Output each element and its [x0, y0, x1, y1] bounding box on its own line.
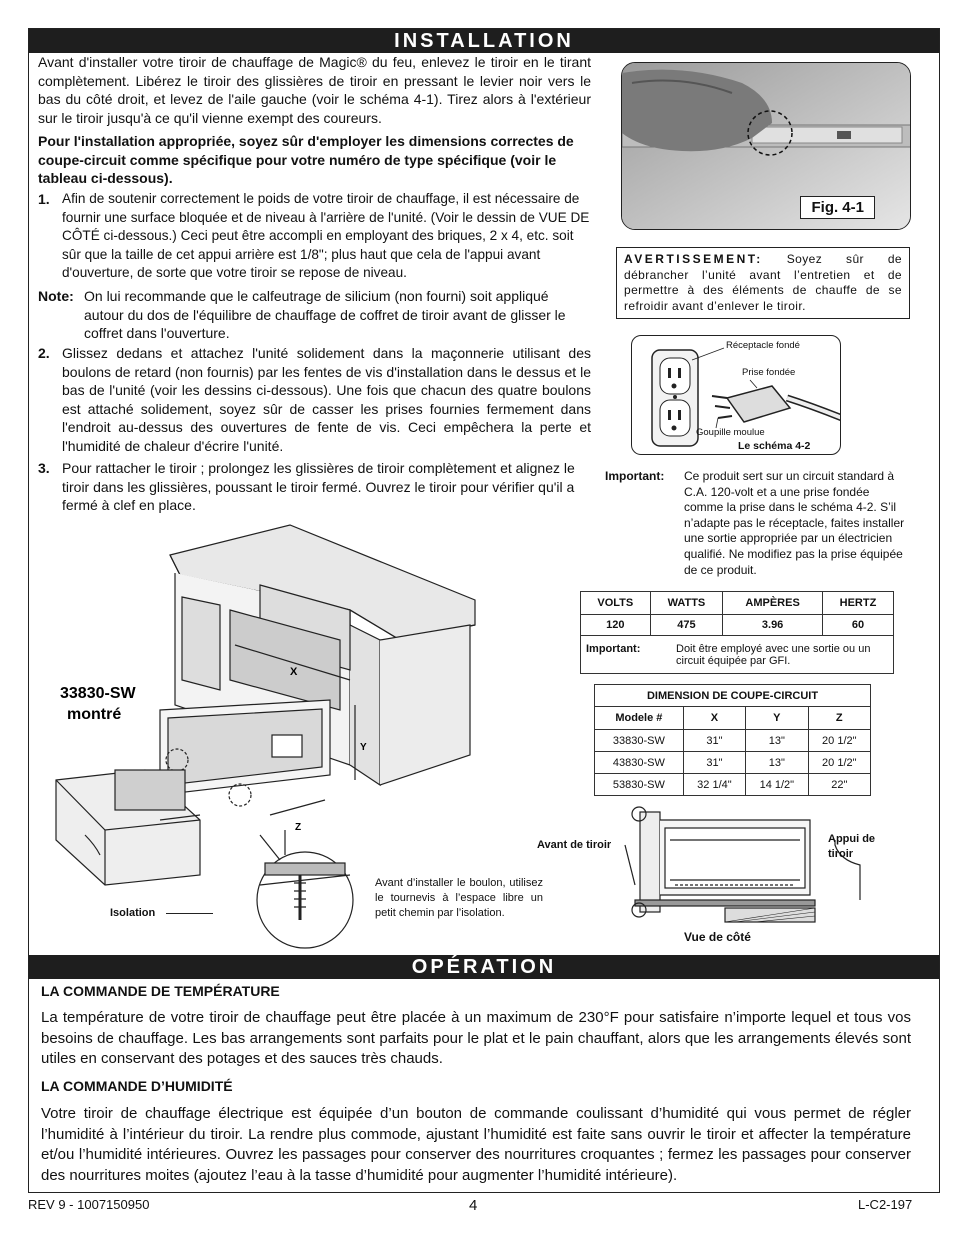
- cutout-cell: 43830-SW: [595, 752, 684, 774]
- fig-4-1-photo: [621, 62, 911, 230]
- cutout-cell: 20 1/2": [808, 730, 870, 752]
- step3-number: 3.: [38, 460, 50, 476]
- step2-number: 2.: [38, 345, 50, 361]
- operation-banner: OPÉRATION: [29, 955, 939, 979]
- step3-text: Pour rattacher le tiroir ; prolongez les glissières de tiroir complètement et alignez le tiroir dans les glissières, poussant le tiroir fermé. Ouvrez le tiroir pour vérifier qu'il a fermé à clef en place.: [62, 460, 575, 513]
- elec-value: 60: [822, 615, 893, 636]
- elec-important-label: Important:: [586, 642, 641, 655]
- elec-value: 120: [581, 615, 651, 636]
- plug-diagram: [631, 335, 841, 455]
- dim-x-label: X: [290, 666, 298, 678]
- model-shown-1: 33830-SW: [60, 685, 136, 702]
- cutout-cell: 33830-SW: [595, 730, 684, 752]
- humidity-text: Votre tiroir de chauffage électrique est équipée d’un bouton de commande coulissant d’humidité qui vous permet de régler l’humidité à l’intérieur du tiroir. La rendre plus commode, ajustant l’humidité est faite sans ouvrir le tiroir et affecter la température et/ou l’humidité intérieures. Ouvrez les passages pour conserver des nourritures croquantes ; fermez les passages pour conserver des nourritures moites (ajoutez l’eau à la tasse d’humidité pour augmenter l’humidité intérieure).: [41, 1105, 911, 1184]
- temperature-text: La température de votre tiroir de chauffage peut être placée à un maximum de 230°F pour satisfaire n’importe lequel et tous vos besoins de chauffage. Les bas arrangements sont parfaits pour le plat et le pain chauffant, alors que les arrangements élevés sont utiles en conservant des potages et des sauces très chauds.: [41, 1009, 911, 1067]
- elec-header: VOLTS: [581, 592, 651, 615]
- cutout-cell: 20 1/2": [808, 752, 870, 774]
- temperature-heading: LA COMMANDE DE TEMPÉRATURE: [41, 983, 280, 999]
- cutout-header: Modele #: [595, 707, 684, 730]
- cutout-cell: 13": [746, 730, 808, 752]
- cutout-cell: 31": [683, 752, 745, 774]
- install-intro: Avant d'installer votre tiroir de chauffage de Magic® du feu, enlevez le tiroir en le tirant complètement. Libérez le tiroir des glissières de tiroir en pressant le levier noir vers le bas du côté droit, et levez de l'aile gauche (voir le schéma 4-1). Tirez alors à l'extérieur sur le tiroir jusqu'à ce qu'il vienne exempt des coureurs.: [38, 54, 591, 126]
- cutout-header: Z: [808, 707, 870, 730]
- bolt-note: Avant d’installer le boulon, utilisez le tournevis à l’espace libre un petit chemin par l’isolation.: [375, 877, 543, 919]
- cutout-cell: 53830-SW: [595, 774, 684, 796]
- cutout-table: [594, 684, 871, 796]
- humidity-heading: LA COMMANDE D’HUMIDITÉ: [41, 1078, 233, 1094]
- fig-4-1-label: Fig. 4-1: [800, 196, 875, 219]
- isolation-label: Isolation: [110, 907, 156, 919]
- warning-label: AVERTISSEMENT:: [624, 252, 763, 266]
- plug-label: Prise fondée: [742, 367, 796, 378]
- back-label-1: Appui de: [828, 833, 876, 845]
- cutout-header: X: [683, 707, 745, 730]
- elec-important-cell: [581, 636, 894, 674]
- warning-text: Soyez sûr de débrancher l’unité avant l’entretien et de permettre à des éléments de chauffe de se refroidir avant d’enlever le tiroir.: [624, 252, 903, 313]
- footer-rev: REV 9 - 1007150950: [28, 1197, 150, 1212]
- cutout-cell: 32 1/4": [683, 774, 745, 796]
- cutout-header: Y: [746, 707, 808, 730]
- step1-text: Afin de soutenir correctement le poids de votre tiroir de chauffage, il est nécessaire de fournir une surface bloquée et de niveau à l'arrière de l'unité. (Voir le dessin de VUE DE CÔTÉ ci-dessous.) Ceci peut être accompli en employant des briques, 2 x 4, etc. soit sûr que la taille de cet appui arrière est 1/8"; plus haut que cela de l'appui avant d'ouverture, de sorte que votre tiroir se repose de niveau.: [62, 191, 590, 280]
- pin-label: Goupille moulue: [696, 427, 765, 438]
- important-label: Important:: [605, 469, 665, 483]
- table-row: [595, 774, 871, 796]
- plug-caption: Le schéma 4-2: [738, 440, 811, 452]
- elec-header: WATTS: [650, 592, 723, 615]
- side-view-label: Vue de côté: [684, 930, 751, 944]
- elec-header: HERTZ: [822, 592, 893, 615]
- side-view-drawing: [595, 800, 905, 935]
- step2-text: Glissez dedans et attachez l'unité solidement dans la maçonnerie utilisant des boulons de retard (non fournis) par les fentes de vis d'installation dans le dessus et le bas de l'unité (voir les dessins ci-dessous). Une fois que chacun des quatre boulons est attaché solidement, soyez sûr de casser les prises fournies fermement dans l'endroit au-dessus des ouvertures de fente de vis. Ceci empêchera la perte et l'humidité de chaleur d'écrire l'unité.: [62, 345, 591, 454]
- elec-value: 475: [650, 615, 723, 636]
- note-text: On lui recommande que le calfeutrage de silicium (non fourni) soit appliqué autour du dos de l'équilibre de chauffage de coffret de tiroir avant de glisser le coffret dans l'ouverture.: [84, 288, 566, 341]
- elec-important-text: Doit être employé avec une sortie ou un circuit équipée par GFI.: [676, 642, 871, 667]
- cutout-cell: 14 1/2": [746, 774, 808, 796]
- isolation-leader: [166, 913, 213, 914]
- electrical-table: [580, 591, 894, 674]
- front-label: Avant de tiroir: [537, 839, 612, 851]
- install-bold-note: Pour l'installation appropriée, soyez sûr d'employer les dimensions correctes de coupe-circuit comme spécifique pour votre numéro de type spécifique (voir le tableau ci-dessous).: [38, 133, 574, 186]
- model-shown-2: montré: [67, 706, 122, 723]
- table-row: [595, 730, 871, 752]
- dim-y-label: Y: [360, 742, 367, 753]
- receptacle-label: Réceptacle fondé: [726, 340, 800, 351]
- important-text: Ce produit sert sur un circuit standard à C.A. 120-volt et a une prise fondée comme la prise dans le schéma 4-2. S’il n’adapte pas le réceptacle, faites installer une sortie appropriée par un électricien qualifié. Ne modifiez pas la prise équipée de ce produit.: [684, 469, 905, 577]
- installation-banner: INSTALLATION: [29, 29, 939, 53]
- dim-z-label: Z: [295, 822, 302, 833]
- footer-code: L-C2-197: [858, 1197, 913, 1212]
- step1-number: 1.: [38, 191, 50, 207]
- elec-header: AMPÈRES: [723, 592, 823, 615]
- note-label: Note:: [38, 288, 74, 304]
- table-row: [595, 752, 871, 774]
- warning-box: [616, 247, 910, 319]
- cutout-cell: 13": [746, 752, 808, 774]
- back-label-2: tiroir: [828, 848, 854, 860]
- cutout-cell: 22": [808, 774, 870, 796]
- footer-page-number: 4: [469, 1197, 478, 1214]
- cutout-cell: 31": [683, 730, 745, 752]
- cutout-title: DIMENSION DE COUPE-CIRCUIT: [595, 685, 871, 707]
- elec-value: 3.96: [723, 615, 823, 636]
